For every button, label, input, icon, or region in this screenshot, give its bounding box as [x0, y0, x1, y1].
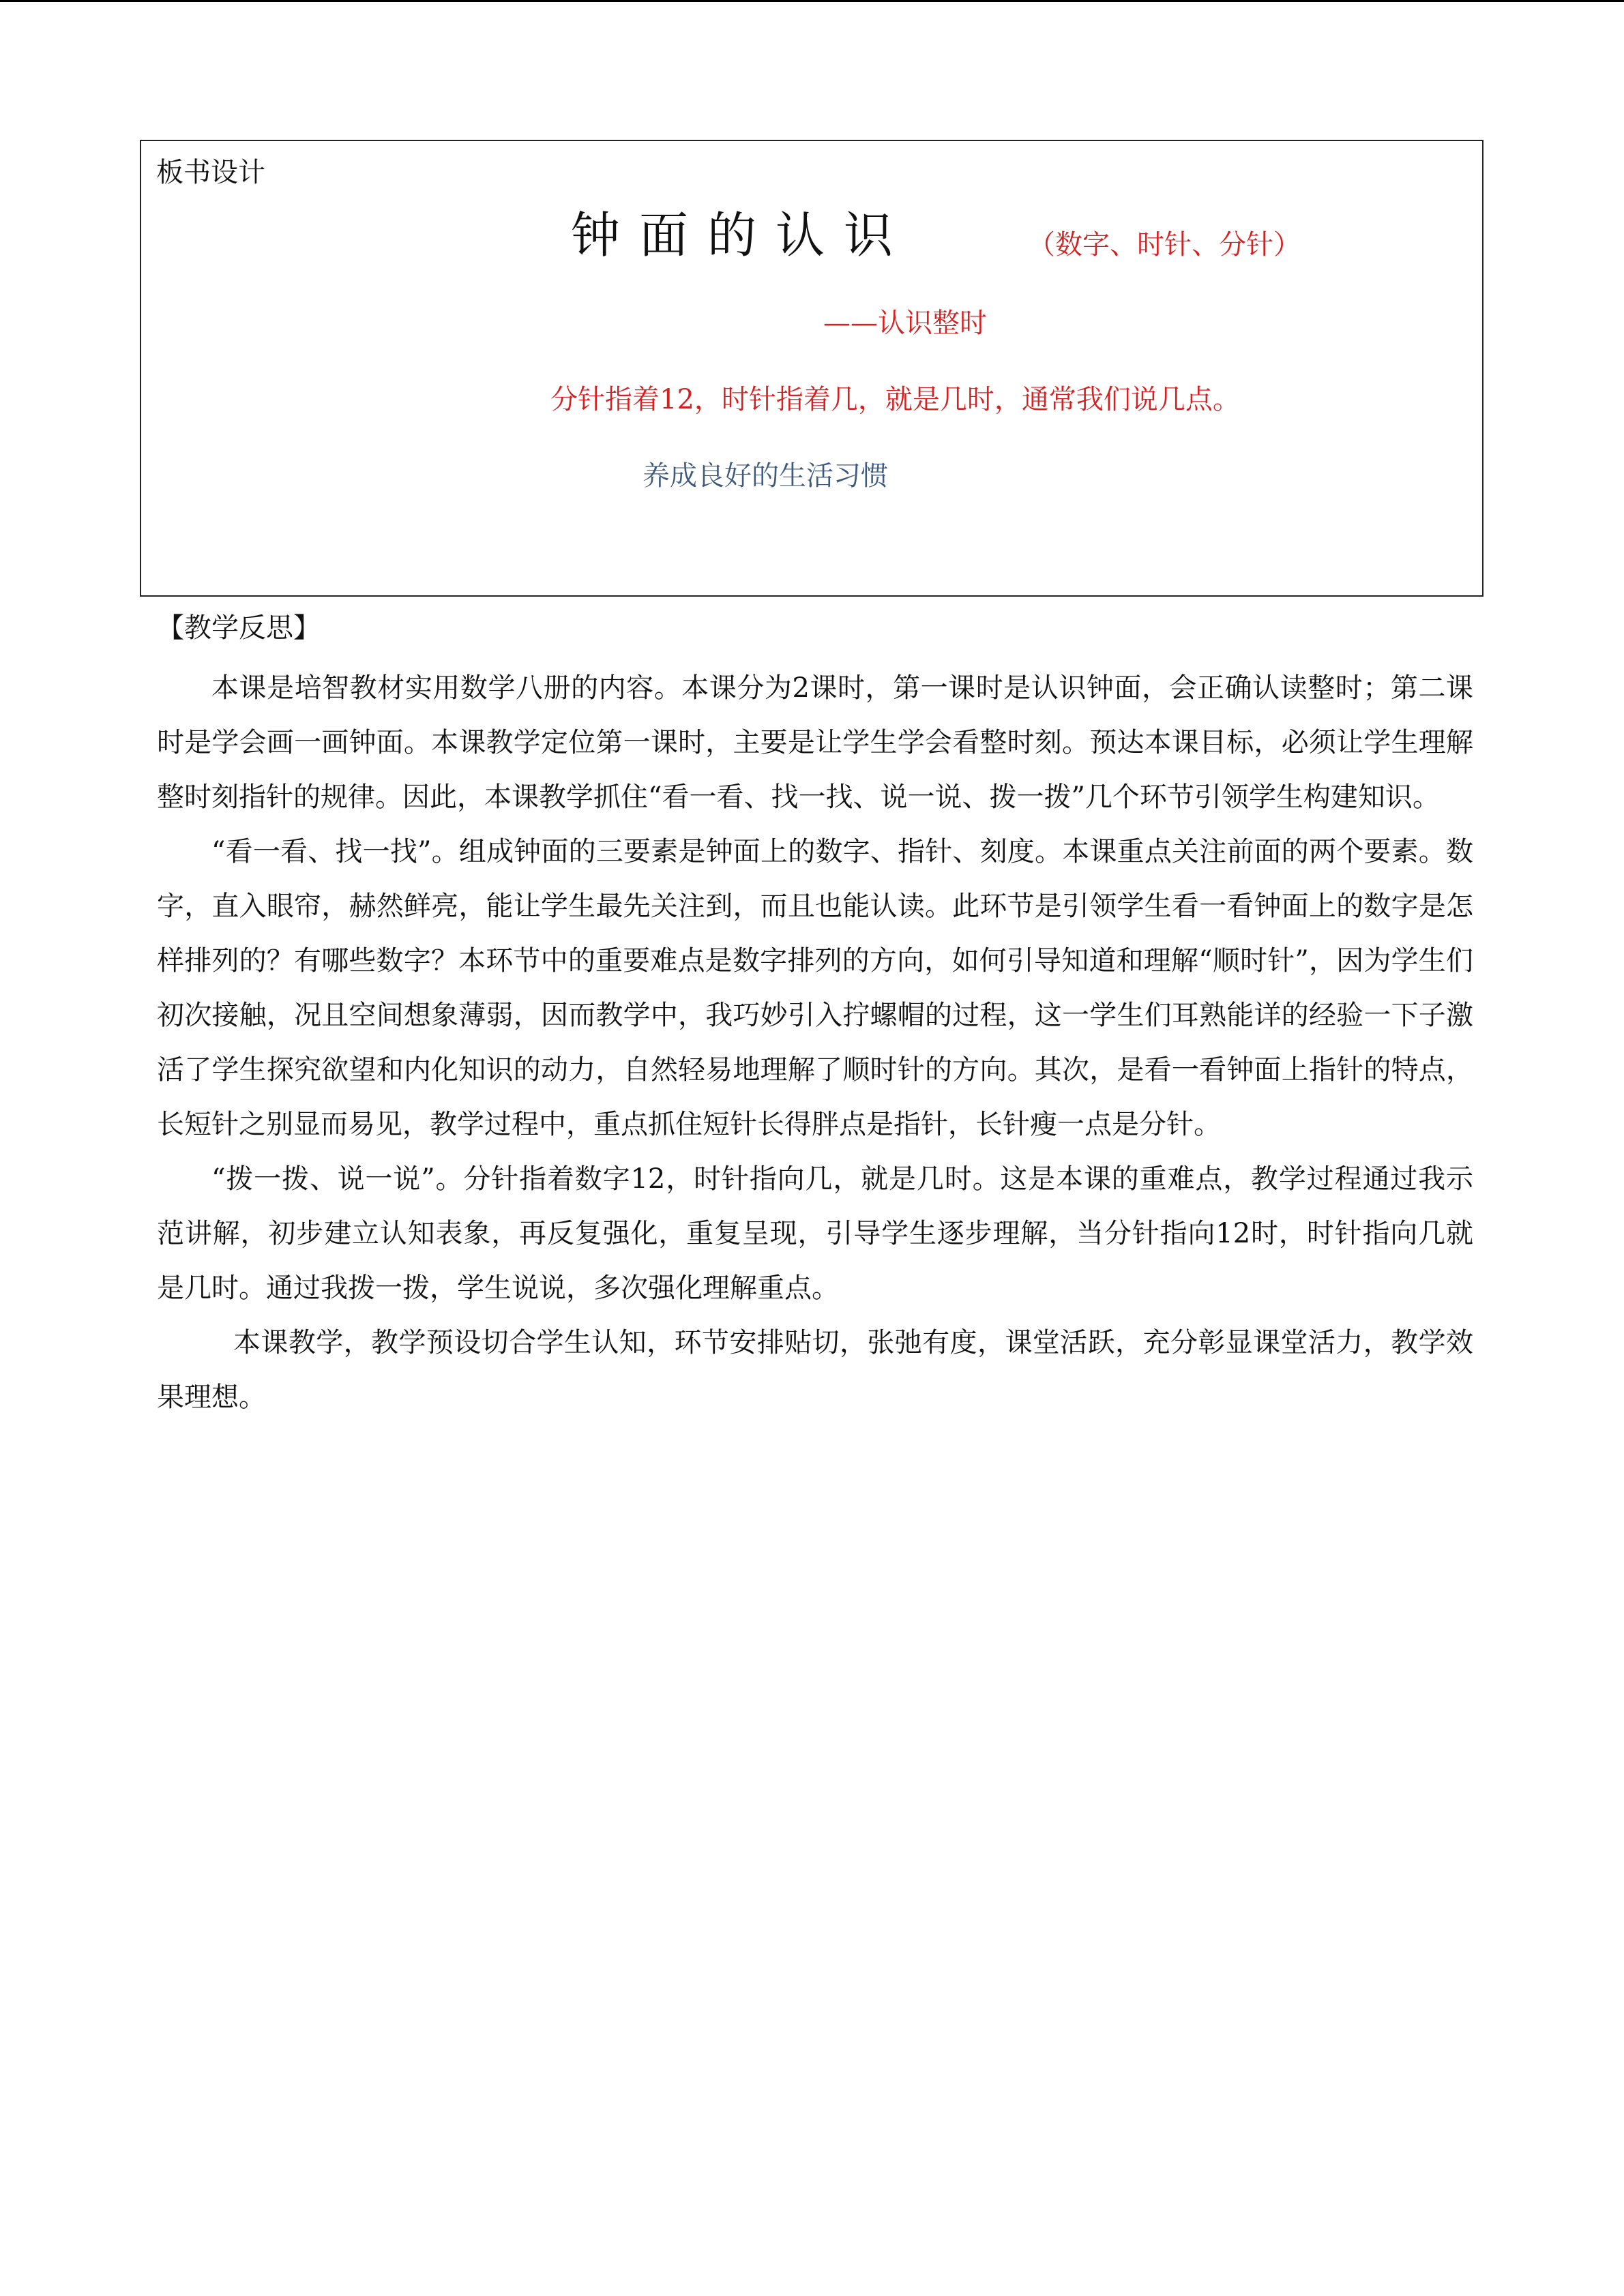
board-design-label: 板书设计 [156, 157, 265, 188]
board-subtitle: ——认识整时 [823, 308, 987, 339]
reflection-paragraph-2: “看一看、找一找”。组成钟面的三要素是钟面上的数字、指针、刻度。本课重点关注前面的两个要素。数字，直入眼帘，赫然鲜亮，能让学生最先关注到，而且也能认读。此环节是引领学生看一看钟面上的数字是怎样排列的？有哪些数字？本环节中的重要难点是数字排列的方向，如何引导知道和理解“顺时针”，因为学生们初次接触，况且空间想象薄弱，因而教学中，我巧妙引入拧螺帽的过程，这一学生们耳熟能详的经验一下子激活了学生探究欲望和内化知识的动力，自然轻易地理解了顺时针的方向。其次，是看一看钟面上指针的特点，长短针之别显而易见，教学过程中，重点抓住短针长得胖点是指针，长针瘦一点是分针。 [157, 836, 1473, 1140]
teaching-reflection-section [157, 610, 1473, 1425]
page-top-border [0, 0, 1624, 2]
reflection-heading: 【教学反思】 [157, 612, 321, 644]
board-rule: 分针指着12，时针指着几，就是几时，通常我们说几点。 [550, 384, 1240, 415]
board-design-box [140, 140, 1483, 597]
board-title-note: （数字、时针、分针） [1028, 229, 1301, 260]
reflection-paragraph-3: “拨一拨、说一说”。分针指着数字12，时针指向几，就是几时。这是本课的重难点，教学过程通过我示范讲解，初步建立认知表象，再反复强化，重复呈现，引导学生逐步理解，当分针指向12时，时针指向几就是几时。通过我拨一拨，学生说说，多次强化理解重点。 [157, 1163, 1473, 1304]
board-habit: 养成良好的生活习惯 [643, 460, 888, 492]
board-title: 钟面的认识 [571, 207, 913, 264]
reflection-paragraph-4: 本课教学，教学预设切合学生认知，环节安排贴切，张弛有度，课堂活跃，充分彰显课堂活力，教学效果理想。 [157, 1327, 1473, 1413]
reflection-paragraph-1: 本课是培智教材实用数学八册的内容。本课分为2课时，第一课时是认识钟面，会正确认读整时；第二课时是学会画一画钟面。本课教学定位第一课时，主要是让学生学会看整时刻。预达本课目标，必须让学生理解整时刻指针的规律。因此，本课教学抓住“看一看、找一找、说一说、拨一拨”几个环节引领学生构建知识。 [157, 672, 1473, 813]
